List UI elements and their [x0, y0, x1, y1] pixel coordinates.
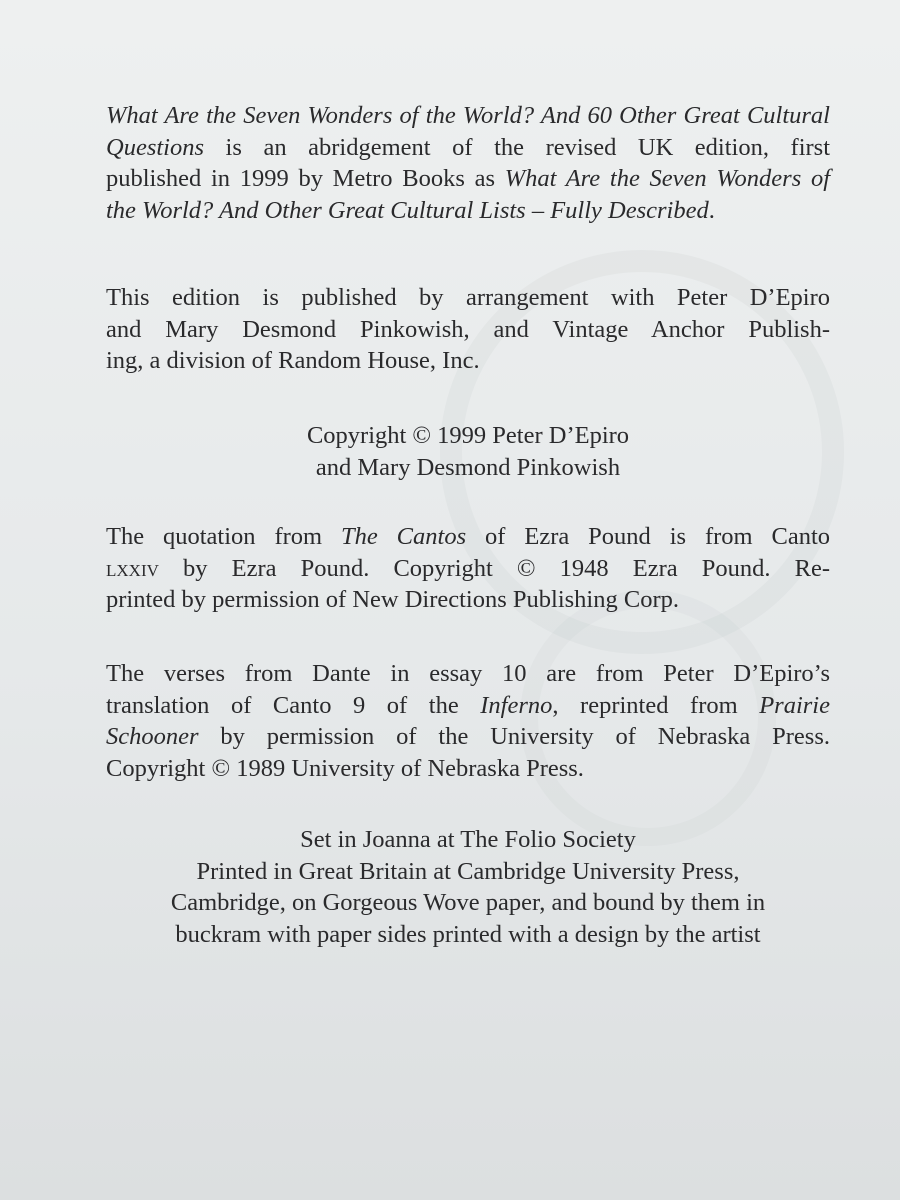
- paragraph-line: printed by permission of New Directions Publishing Corp.: [106, 586, 679, 613]
- paragraph-line: [106, 132, 830, 164]
- cantos-permission-paragraph: [106, 521, 830, 616]
- paragraph-line: and Mary Desmond Pinkowish, and Vintage Anchor Publish-: [106, 315, 830, 343]
- body-text: is an abridgement of the revised UK edition, first: [204, 133, 830, 161]
- book-title-text: the World? And Other Great Cultural Lists – Fully Described: [106, 196, 709, 224]
- dante-permission-paragraph: [106, 658, 830, 784]
- paragraph-line: The verses from Dante in essay 10 are from Peter D’Epiro’s: [106, 660, 830, 687]
- paragraph-line: [106, 553, 830, 585]
- colophon-line: Set in Joanna at The Folio Society: [300, 826, 636, 853]
- body-text: .: [708, 196, 715, 224]
- body-text: of Ezra Pound is from Canto: [466, 523, 831, 550]
- paragraph-line: This edition is published by arrangement with Peter D’Epiro: [106, 284, 830, 311]
- paragraph-line: What Are the Seven Wonders of the World? And 60 Other Great Cultural: [106, 102, 830, 129]
- body-text: , reprinted from: [552, 691, 760, 719]
- book-title-text: Prairie: [759, 691, 830, 719]
- paragraph-line: [106, 163, 830, 195]
- copyright-line: Copyright © 1999 Peter D’Epiro: [306, 422, 630, 449]
- paragraph-line: ing, a division of Random House, Inc.: [106, 347, 480, 374]
- body-text: by permission of the University of Nebraska Press.: [198, 723, 830, 750]
- book-title-text: What Are the Seven Wonders of: [504, 165, 830, 192]
- body-text: by Ezra Pound. Copyright © 1948 Ezra Pound. Re-: [158, 554, 830, 582]
- paragraph-line: [106, 521, 830, 553]
- colophon: [106, 824, 830, 950]
- roman-numeral-text: lxxiv: [106, 554, 159, 582]
- book-title-text: Schooner: [106, 723, 199, 750]
- paragraph-line: [106, 721, 830, 753]
- arrangement-paragraph: [106, 282, 830, 377]
- abridgement-paragraph: [106, 100, 830, 226]
- copyright-notice: [106, 420, 830, 483]
- colophon-line: Cambridge, on Gorgeous Wove paper, and bound by them in: [170, 889, 766, 916]
- body-text: The quotation from: [106, 523, 342, 550]
- body-text: translation of Canto 9 of the: [106, 691, 481, 719]
- colophon-line: buckram with paper sides printed with a design by the artist: [175, 920, 761, 948]
- paragraph-line: [106, 690, 830, 722]
- body-text: published in 1999 by Metro Books as: [106, 165, 505, 192]
- paragraph-line: [106, 195, 830, 227]
- book-title-text: Questions: [106, 133, 204, 161]
- paragraph-line: Copyright © 1989 University of Nebraska Press.: [106, 754, 584, 782]
- colophon-line: Printed in Great Britain at Cambridge University Press,: [196, 857, 740, 885]
- copyright-line: and Mary Desmond Pinkowish: [315, 453, 621, 481]
- book-title-text: The Cantos: [341, 523, 467, 550]
- book-title-text: Inferno: [480, 691, 553, 719]
